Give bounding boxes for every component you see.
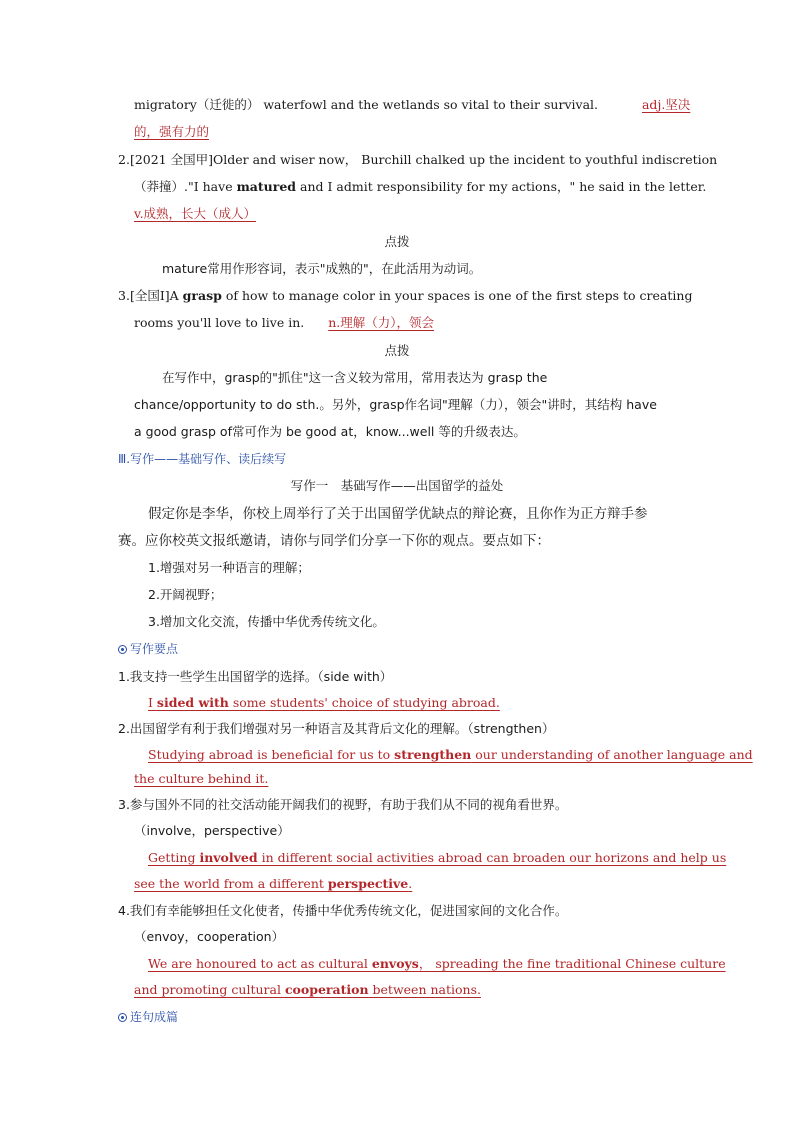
- question-3-hint: （involve，perspective）: [134, 823, 290, 838]
- prompt-line1: 假定你是李华，你校上周举行了关于出国留学优缺点的辩论赛，且你作为正方辩手参: [148, 506, 648, 522]
- answer-4-keyword: envoys: [371, 956, 419, 971]
- answer-1: [148, 694, 500, 712]
- dianbo-2-line2: chance/opportunity to do sth.。另外，grasp作名词"理解（力），领会"讲时，其结构 have: [134, 397, 657, 412]
- answer-4-b: ， spreading the fine traditional Chinese culture: [418, 956, 726, 971]
- item2-line2: [134, 178, 706, 196]
- answer-2-b: our understanding of another language and: [471, 747, 753, 762]
- task-title: 写作一 基础写作——出国留学的益处: [290, 478, 504, 493]
- question-4-hint: （envoy，cooperation）: [134, 929, 285, 944]
- sub-heading-1-text: 写作要点: [130, 642, 179, 656]
- answer-2-keyword: strengthen: [394, 747, 472, 762]
- question-2: 2.出国留学有利于我们增强对另一种语言及其背后文化的理解。（strengthen）: [118, 721, 555, 736]
- answer-2-line1: [148, 746, 753, 764]
- item2-num: 2.: [118, 152, 130, 167]
- item1-answer-cont: 的，强有力的: [134, 124, 210, 139]
- dianbo-label-1: 点拨: [384, 234, 410, 249]
- dianbo-2-line3: a good grasp of常可作为 be good at，know...well 等的升级表达。: [134, 424, 526, 439]
- dianbo-1: mature常用作形容词，表示"成熟的"，在此活用为动词。: [162, 261, 482, 276]
- item3-text2: rooms you'll love to live in.: [134, 315, 305, 330]
- section-heading: Ⅲ.写作——基础写作、读后续写: [118, 452, 287, 466]
- item3-line2: [134, 314, 434, 332]
- item3-keyword: grasp: [182, 288, 222, 303]
- prompt-point-1: 1.增强对另一种语言的理解；: [148, 560, 310, 575]
- item1-line1: [134, 96, 690, 114]
- sub-heading-2-text: 连句成篇: [130, 1010, 179, 1024]
- item3-text1b: of how to manage color in your spaces is one of the first steps to creating: [221, 288, 693, 303]
- item3-text1a: A: [169, 288, 183, 303]
- item3-line1: [118, 287, 692, 305]
- answer-4-line1: [148, 955, 726, 973]
- question-1: 1.我支持一些学生出国留学的选择。（side with）: [118, 669, 393, 684]
- item2-keyword: matured: [236, 179, 297, 194]
- answer-3-keyword-2: perspective: [327, 876, 409, 891]
- item3-num: 3.: [118, 288, 130, 303]
- answer-3-b: in different social activities abroad can broaden our horizons and help us: [257, 850, 727, 865]
- answer-3-line1: [148, 849, 726, 867]
- item1-answer: adj.坚决: [641, 97, 691, 112]
- answer-3-line2: [134, 875, 412, 893]
- sub-heading-writing-points: [118, 640, 178, 658]
- item2-text1: Older and wiser now， Burchill chalked up the incident to youthful indiscretion: [212, 152, 718, 167]
- item1-text: migratory（迁徙的） waterfowl and the wetlands so vital to their survival.: [134, 97, 598, 112]
- question-3: 3.参与国外不同的社交活动能开阔我们的视野，有助于我们从不同的视角看世界。: [118, 797, 568, 812]
- answer-4-c: and promoting cultural: [134, 982, 285, 997]
- answer-3-d: .: [408, 876, 413, 891]
- dianbo-2-line1: 在写作中，grasp的"抓住"这一含义较为常用，常用表达为 grasp the: [162, 370, 548, 385]
- answer-3-c: see the world from a different: [134, 876, 328, 891]
- item3-answer: n.理解（力），领会: [328, 315, 435, 330]
- answer-2-line2: the culture behind it.: [134, 771, 269, 786]
- answer-2-a: Studying abroad is beneficial for us to: [148, 747, 395, 762]
- item2-answer: v.成熟，长大（成人）: [134, 206, 257, 221]
- answer-4-keyword-2: cooperation: [284, 982, 369, 997]
- answer-1-keyword: sided with: [156, 695, 229, 710]
- prompt-line2: 赛。应你校英文报纸邀请，请你与同学们分享一下你的观点。要点如下：: [118, 533, 550, 549]
- answer-4-line2: [134, 981, 481, 999]
- item2-source: [2021 全国甲]: [129, 152, 213, 167]
- answer-1-b: some students' choice of studying abroad.: [228, 695, 500, 710]
- dianbo-label-2: 点拨: [384, 343, 410, 358]
- circle-bullet-icon: [118, 1013, 127, 1022]
- item2-line1: [118, 151, 717, 169]
- answer-3-a: Getting: [148, 850, 200, 865]
- item2-text2a: （莽撞）."I have: [134, 179, 237, 194]
- prompt-point-2: 2.开阔视野；: [148, 587, 223, 602]
- answer-1-a: I: [148, 695, 157, 710]
- prompt-point-3: 3.增加文化交流，传播中华优秀传统文化。: [148, 614, 385, 629]
- answer-4-d: between nations.: [368, 982, 481, 997]
- item2-text2b: and I admit responsibility for my actions，" he said in the letter.: [296, 179, 707, 194]
- item3-source: [全国Ⅰ]: [129, 288, 170, 303]
- question-4: 4.我们有幸能够担任文化使者，传播中华优秀传统文化，促进国家间的文化合作。: [118, 903, 568, 918]
- circle-bullet-icon: [118, 645, 127, 654]
- answer-3-keyword: involved: [199, 850, 258, 865]
- answer-4-a: We are honoured to act as cultural: [148, 956, 372, 971]
- sub-heading-compose: [118, 1008, 178, 1026]
